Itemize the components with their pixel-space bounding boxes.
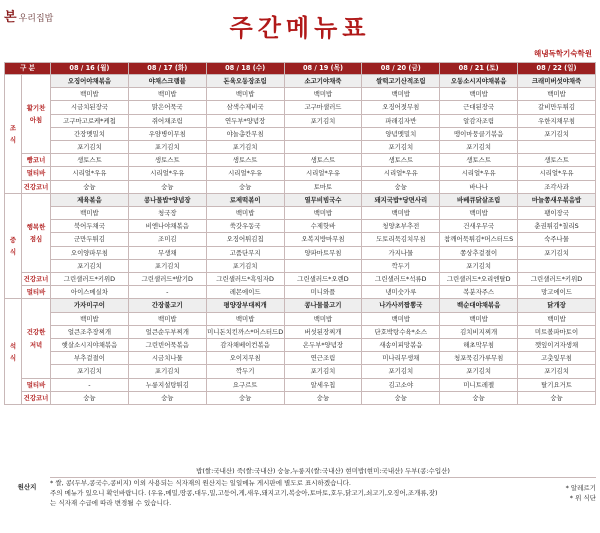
dinner-row xyxy=(5,339,596,352)
breakfast-row xyxy=(5,88,596,101)
menu-item: - xyxy=(51,378,129,391)
logo-main-text: 본 xyxy=(4,10,17,25)
menu-item: 생토스트 xyxy=(518,154,596,167)
origin-notes xyxy=(50,478,540,509)
menu-item: 근대된장국 xyxy=(440,101,518,114)
menu-item: 복분자주스 xyxy=(440,286,518,299)
dinner-multi-label: 멀티바 xyxy=(22,378,51,391)
menu-item: 도토리묵김치무침 xyxy=(362,233,440,246)
menu-item: 백미밥 xyxy=(362,207,440,220)
menu-item: 백미밥 xyxy=(440,312,518,325)
menu-item: 야채스크램블 xyxy=(128,75,206,88)
menu-item: 수제핫바 xyxy=(284,220,362,233)
menu-item: 레몬에이드 xyxy=(206,286,284,299)
menu-item: 오징어젓무침 xyxy=(362,101,440,114)
menu-item: 새송이피망볶음 xyxy=(362,339,440,352)
menu-item: 미니와플 xyxy=(284,286,362,299)
course-label-line: 행복한 xyxy=(26,222,46,231)
menu-item xyxy=(284,141,362,154)
menu-item: 삼색수제비국 xyxy=(206,101,284,114)
breakfast-row xyxy=(5,114,596,127)
menu-item: 백미밥 xyxy=(518,312,596,325)
menu-item: - xyxy=(128,286,206,299)
lunch-multi-label: 멀티바 xyxy=(22,286,51,299)
menu-item: 오징어야채볶음 xyxy=(51,75,129,88)
dinner-meal-label xyxy=(5,299,22,405)
menu-item: 소고기야채죽 xyxy=(284,75,362,88)
menu-item: 포기김치 xyxy=(440,259,518,272)
origin-note-line: 는 식자재 수급에 따라 변경될 수 있습니다. xyxy=(50,499,172,507)
lunch-health-label: 건강코너 xyxy=(22,273,51,286)
menu-item: 비엔나야채볶음 xyxy=(128,220,206,233)
menu-item: 해초막무침 xyxy=(440,339,518,352)
lunch-row xyxy=(5,220,596,233)
breakfast-bread-label: 빵코너 xyxy=(22,154,51,167)
breakfast-multi-label: 멀티바 xyxy=(22,167,51,180)
menu-item: 팽이장국 xyxy=(518,207,596,220)
menu-item: 백미밥 xyxy=(128,88,206,101)
meal-label-char: 석 xyxy=(9,341,17,350)
menu-item: 시리얼*우유 xyxy=(518,167,596,180)
page-title: 주간메뉴표 xyxy=(229,14,371,42)
menu-item: 시리얼*우유 xyxy=(362,167,440,180)
dinner-row xyxy=(5,312,596,325)
menu-item: 조각사과 xyxy=(518,180,596,193)
dinner-row xyxy=(5,325,596,338)
dinner-row xyxy=(5,352,596,365)
dinner-health-label: 건강코너 xyxy=(22,391,51,404)
menu-item: 북어두채국 xyxy=(51,220,129,233)
menu-item: 조미김 xyxy=(128,233,206,246)
menu-item: 무생채 xyxy=(128,246,206,259)
menu-item: 고품단무지 xyxy=(206,246,284,259)
menu-item: 갈비만두튀김 xyxy=(518,101,596,114)
dinner-row xyxy=(5,299,596,312)
menu-body xyxy=(5,75,596,405)
logo-sub-text: 우리집밥 xyxy=(18,14,54,24)
breakfast-row xyxy=(5,75,596,88)
menu-item: 양념멧밀치 xyxy=(362,127,440,140)
menu-item: 깻잎이겨자생채 xyxy=(518,339,596,352)
menu-item: 그린샐러드*키위D xyxy=(51,273,129,286)
menu-item: 숭늉 xyxy=(362,391,440,404)
menu-item: 시금치된장국 xyxy=(51,101,129,114)
menu-item: 시리얼*우유 xyxy=(440,167,518,180)
menu-item: 토마토 xyxy=(284,180,362,193)
menu-item: 아이스메실차 xyxy=(51,286,129,299)
day-header: 08 / 22 (일) xyxy=(518,63,596,75)
day-header: 08 / 20 (금) xyxy=(362,63,440,75)
origin-note-line: * 쌀, 콩(두부,콩국수,콩비지) 이외 사용되는 식자재의 원산지는 일일메뉴 게시판에 별도로 표시하겠습니다. xyxy=(50,479,351,487)
meal-label-char: 중 xyxy=(9,235,17,244)
day-header: 08 / 19 (목) xyxy=(284,63,362,75)
menu-item: 미나리무생채 xyxy=(362,352,440,365)
origin-label: 원산지 xyxy=(17,483,37,491)
menu-item: 숭늉 xyxy=(206,180,284,193)
menu-item xyxy=(284,259,362,272)
menu-item: 백미밥 xyxy=(206,312,284,325)
origin-note-right-line: * 알레르기 xyxy=(565,484,596,492)
column-label-header: 구 분 xyxy=(5,63,51,75)
menu-item: 열무비빔국수 xyxy=(284,193,362,206)
origin-section xyxy=(4,465,596,508)
menu-item: 생토스트 xyxy=(206,154,284,167)
menu-item: 시리얼*우유 xyxy=(206,167,284,180)
day-header: 08 / 21 (토) xyxy=(440,63,518,75)
menu-item: 그린샐러드*키위D xyxy=(518,273,596,286)
menu-item: 평양장부대찌개 xyxy=(206,299,284,312)
menu-item: 생토스트 xyxy=(128,154,206,167)
course-label-line: 저녁 xyxy=(29,340,43,349)
menu-item: 숙주나물 xyxy=(518,233,596,246)
dinner-course-label xyxy=(22,299,51,378)
menu-item: 마늘쫑새우볶음밥 xyxy=(518,193,596,206)
menu-item: 간장불고기 xyxy=(128,299,206,312)
menu-item: 탈기요거트 xyxy=(518,378,596,391)
menu-item: 포기김치 xyxy=(362,365,440,378)
menu-item: 감자채베이컨볶음 xyxy=(206,339,284,352)
menu-item: 돼지국밥*당면사리 xyxy=(362,193,440,206)
menu-item: 우한지채무침 xyxy=(518,114,596,127)
menu-item: 포기김치 xyxy=(518,127,596,140)
menu-item: 간장멧밀치 xyxy=(51,127,129,140)
menu-item: 생토스트 xyxy=(362,154,440,167)
breakfast-health-row xyxy=(5,180,596,193)
lunch-row xyxy=(5,259,596,272)
menu-item: 그린샐러드*발기D xyxy=(128,273,206,286)
menu-item: 제육볶음 xyxy=(51,193,129,206)
weekly-menu-table xyxy=(4,62,596,405)
menu-item: 오이양파무침 xyxy=(51,246,129,259)
menu-item: 미니트레젤 xyxy=(440,378,518,391)
menu-item: 콩나물불고기 xyxy=(284,299,362,312)
menu-item: 누룽지설탕튀김 xyxy=(128,378,206,391)
menu-item: 쌀떡고기산적조림 xyxy=(362,75,440,88)
menu-item: 버섯된장찌개 xyxy=(284,325,362,338)
menu-item: 시리얼*우유 xyxy=(51,167,129,180)
menu-item: 백미밥 xyxy=(440,207,518,220)
menu-item: 숭늉 xyxy=(128,180,206,193)
menu-item: 가자미구이 xyxy=(51,299,129,312)
menu-item: 생토스트 xyxy=(51,154,129,167)
menu-item: 알세우칩 xyxy=(284,378,362,391)
menu-item: 김치비지찌개 xyxy=(440,325,518,338)
menu-item: 건새우무국 xyxy=(440,220,518,233)
menu-item: 포기김치 xyxy=(206,141,284,154)
menu-item: 백미밥 xyxy=(284,207,362,220)
menu-item: 포기김치 xyxy=(518,246,596,259)
menu-item: 청포묵김가루무침 xyxy=(440,352,518,365)
menu-item: 깍두기 xyxy=(206,365,284,378)
day-header: 08 / 16 (월) xyxy=(51,63,129,75)
menu-item: 얼큰조추장찌개 xyxy=(51,325,129,338)
origin-first-line: 밥(쌀:국내산) 죽(쌀:국내산) 숭늉,누룽지(쌀:국내산) 현미밥(현미:국내산) 두부(콩:수입산) xyxy=(50,465,596,478)
menu-item: 연근조림 xyxy=(284,352,362,365)
lunch-row xyxy=(5,193,596,206)
menu-item: 포기김치 xyxy=(51,259,129,272)
menu-item: 군만두튀김 xyxy=(51,233,129,246)
menu-item: 그린샐러드*오리엔탈D xyxy=(440,273,518,286)
menu-item: 바베큐닭살조림 xyxy=(440,193,518,206)
menu-item: 백순대야채볶음 xyxy=(440,299,518,312)
menu-item: 콩나물밥*양념장 xyxy=(128,193,206,206)
menu-item: 청양초부추전 xyxy=(362,220,440,233)
menu-item: 포기김치 xyxy=(128,141,206,154)
menu-item: 포기김치 xyxy=(206,259,284,272)
dinner-health-row xyxy=(5,391,596,404)
menu-item: 백미밥 xyxy=(51,207,129,220)
menu-item: 숭늉 xyxy=(51,391,129,404)
menu-item: 숭늉 xyxy=(284,391,362,404)
menu-item: 숭늉 xyxy=(362,180,440,193)
school-name: 해냄독학기숙학원 xyxy=(534,49,592,58)
day-header: 08 / 18 (수) xyxy=(206,63,284,75)
breakfast-row xyxy=(5,101,596,114)
menu-item: 고춧잎무침 xyxy=(518,352,596,365)
menu-item: 숭늉 xyxy=(518,391,596,404)
menu-item: 야놀총칸무침 xyxy=(206,127,284,140)
menu-item: 로제떡볶이 xyxy=(206,193,284,206)
breakfast-bread-row xyxy=(5,154,596,167)
menu-item: 오동소시지야채볶음 xyxy=(440,75,518,88)
menu-item: 닭개장 xyxy=(518,299,596,312)
menu-item: 포기김치 xyxy=(51,141,129,154)
menu-item: 양파마트무침 xyxy=(284,246,362,259)
menu-item: 포기김치 xyxy=(440,365,518,378)
origin-note-line: 주의 메뉴가 있으니 확인바랍니다. (우유,메밀,땅콩,대두,밀,고등어,게,새우,돼지고기,복숭아,토마토,호두,닭고기,쇠고기,오징어,조개류,잣) xyxy=(50,489,438,497)
breakfast-health-label: 건강코너 xyxy=(22,180,51,193)
menu-item: 청국장 xyxy=(128,207,206,220)
menu-item: 미트볼파마토이 xyxy=(518,325,596,338)
table-header-row xyxy=(5,63,596,75)
menu-item: 숭늉 xyxy=(440,391,518,404)
lunch-row xyxy=(5,246,596,259)
menu-item: 백미밥 xyxy=(51,88,129,101)
menu-item: 포기김치 xyxy=(51,365,129,378)
menu-item: 냉미숫가루 xyxy=(362,286,440,299)
menu-item: 얼큰순두부찌개 xyxy=(128,325,206,338)
meal-label-char: 식 xyxy=(9,353,17,362)
menu-item: 포기김치 xyxy=(128,365,206,378)
menu-item: 파래김자반 xyxy=(362,114,440,127)
menu-item: 깍두기 xyxy=(362,259,440,272)
menu-item: 김고소야 xyxy=(362,378,440,391)
menu-item: 오징어튀김칩 xyxy=(206,233,284,246)
menu-item: 고구마샐러드 xyxy=(284,101,362,114)
menu-item xyxy=(284,127,362,140)
menu-item: 포기김치 xyxy=(284,114,362,127)
menu-item: 쥐어채조림 xyxy=(128,114,206,127)
menu-item: 그린샐러드*오렌D xyxy=(284,273,362,286)
menu-item: 백미밥 xyxy=(518,88,596,101)
lunch-row xyxy=(5,233,596,246)
menu-item: 요구르트 xyxy=(206,378,284,391)
menu-item: 크래미버섯야채죽 xyxy=(518,75,596,88)
menu-item: 생토스트 xyxy=(440,154,518,167)
lunch-multi-row xyxy=(5,286,596,299)
menu-item: 포기김치 xyxy=(284,365,362,378)
menu-item: 포기김치 xyxy=(518,365,596,378)
menu-item: 바나나 xyxy=(440,180,518,193)
meal-label-char: 식 xyxy=(9,135,17,144)
menu-item: 나가사끼짬뽕국 xyxy=(362,299,440,312)
menu-item: 숭늉 xyxy=(128,391,206,404)
menu-item: 백미밥 xyxy=(128,312,206,325)
menu-item: 온두부*양념장 xyxy=(284,339,362,352)
menu-item: 백미밥 xyxy=(206,88,284,101)
menu-item: 망고에이드 xyxy=(518,286,596,299)
lunch-course-label xyxy=(22,193,51,272)
breakfast-multi-row xyxy=(5,167,596,180)
menu-item: 백미밥 xyxy=(51,312,129,325)
menu-item: 연두부*양념장 xyxy=(206,114,284,127)
lunch-meal-label xyxy=(5,193,22,299)
menu-item: 맑은어묵국 xyxy=(128,101,206,114)
menu-item: 백미밥 xyxy=(284,312,362,325)
menu-item: 그린샐러드*석류D xyxy=(362,273,440,286)
lunch-health-row xyxy=(5,273,596,286)
menu-item: 포기김치 xyxy=(362,141,440,154)
menu-item: 백미밥 xyxy=(440,88,518,101)
menu-item: 쑥갓우동국 xyxy=(206,220,284,233)
menu-item: 포기김치 xyxy=(128,259,206,272)
menu-item: 시금치나물 xyxy=(128,352,206,365)
menu-item: 쫑상추겉절이 xyxy=(440,246,518,259)
menu-item: 백미밥 xyxy=(284,88,362,101)
dinner-multi-row xyxy=(5,378,596,391)
course-label-line: 건강한 xyxy=(26,328,46,337)
menu-item: 시리얼*우유 xyxy=(284,167,362,180)
menu-item: 그린샐러드*흑임자D xyxy=(206,273,284,286)
origin-note-right-line: * 위 식단 xyxy=(569,494,596,502)
menu-item: 오이지무침 xyxy=(206,352,284,365)
menu-item: 백미밥 xyxy=(362,88,440,101)
dinner-row xyxy=(5,365,596,378)
course-label-line: 점심 xyxy=(29,234,43,243)
menu-item: 참깨어묵튀김*머스터드S xyxy=(440,233,518,246)
day-header: 08 / 17 (화) xyxy=(128,63,206,75)
meal-label-char: 식 xyxy=(9,248,17,257)
menu-item: 미니돈치킨까스*머스터드D xyxy=(206,325,284,338)
menu-item: 고구마고로케*케첩 xyxy=(51,114,129,127)
menu-item: 숭늉 xyxy=(51,180,129,193)
breakfast-row xyxy=(5,141,596,154)
course-label-line: 활기찬 xyxy=(26,103,46,112)
menu-item: 우얌병이무침 xyxy=(128,127,206,140)
menu-item xyxy=(518,141,596,154)
menu-item: 햇살소시지야채볶음 xyxy=(51,339,129,352)
course-label-line: 아침 xyxy=(29,116,43,125)
lunch-row xyxy=(5,207,596,220)
breakfast-row xyxy=(5,127,596,140)
origin-notes-right xyxy=(540,478,596,509)
menu-item xyxy=(518,259,596,272)
breakfast-meal-label xyxy=(5,75,22,194)
menu-item: 오복지방마무침 xyxy=(284,233,362,246)
menu-item: 백미밥 xyxy=(206,207,284,220)
menu-item: 단호박탕수육*소스 xyxy=(362,325,440,338)
menu-item: 맹이마뭉클기볶음 xyxy=(440,127,518,140)
menu-item: 그린빈어묵볶음 xyxy=(128,339,206,352)
meal-label-char: 조 xyxy=(9,123,17,132)
menu-item: 생토스트 xyxy=(284,154,362,167)
menu-item: 춘권튀김*칠리S xyxy=(518,220,596,233)
menu-item: 백미밥 xyxy=(362,312,440,325)
menu-item: 시리얼*우유 xyxy=(128,167,206,180)
menu-item: 숭늉 xyxy=(206,391,284,404)
breakfast-course-label xyxy=(22,75,51,154)
menu-item: 돈육오동장조림 xyxy=(206,75,284,88)
menu-item: 알감자조림 xyxy=(440,114,518,127)
menu-item: 부추겉절이 xyxy=(51,352,129,365)
menu-item: 포기김치 xyxy=(440,141,518,154)
menu-item: 가지나물 xyxy=(362,246,440,259)
